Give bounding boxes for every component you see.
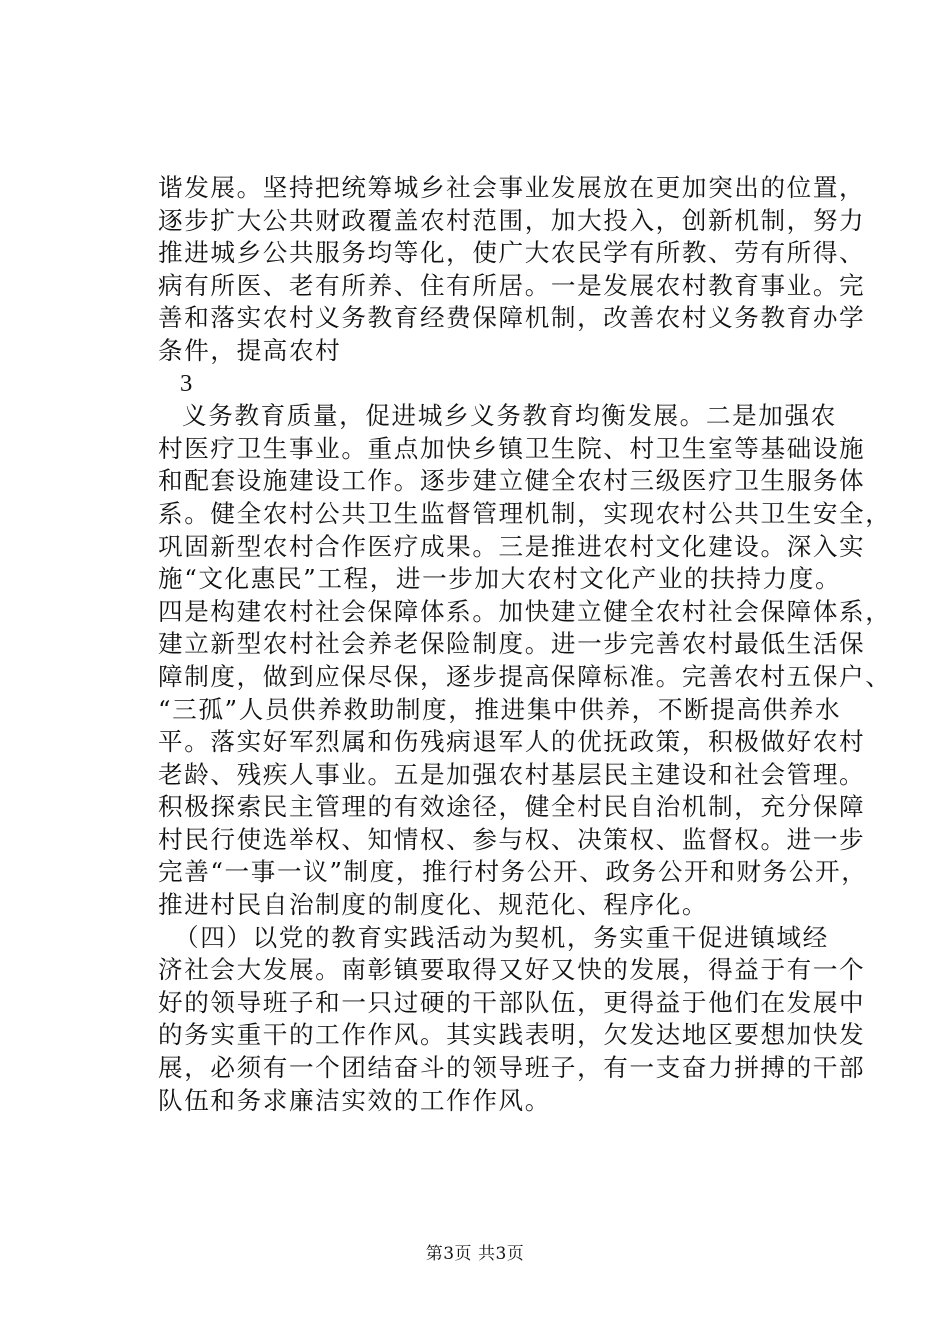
text-line: 义务教育质量，促进城乡义务教育均衡发展。二是加强农 <box>182 401 837 431</box>
text-line: 的务实重干的工作作风。其实践表明，欠发达地区要想加快发 <box>158 1020 866 1050</box>
text-line: 逐步扩大公共财政覆盖农村范围，加大投入，创新机制，努力 <box>158 205 866 235</box>
text-line: 推进城乡公共服务均等化，使广大农民学有所教、劳有所得、 <box>158 238 866 268</box>
text-line: 队伍和务求廉洁实效的工作作风。 <box>158 1085 551 1115</box>
page-footer: 第3页 共3页 <box>425 1244 525 1264</box>
document-body <box>158 172 892 1117</box>
text-line: 和配套设施建设工作。逐步建立健全农村三级医疗卫生服务体 <box>158 466 866 496</box>
text-line: 推进村民自治制度的制度化、规范化、程序化。 <box>158 890 709 920</box>
text-line: 展，必须有一个团结奋斗的领导班子，有一支奋力拼搏的干部 <box>158 1053 866 1083</box>
text-line: 村医疗卫生事业。重点加快乡镇卫生院、村卫生室等基础设施 <box>158 433 866 463</box>
text-line: 完善“一事一议”制度，推行村务公开、政务公开和财务公开， <box>158 857 868 887</box>
text-line: 系。健全农村公共卫生监督管理机制，实现农村公共卫生安全， <box>158 498 892 528</box>
text-line: 四是构建农村社会保障体系。加快建立健全农村社会保障体系， <box>158 596 892 626</box>
text-line: 谐发展。坚持把统筹城乡社会事业发展放在更加突出的位置， <box>158 173 866 202</box>
text-line: （四）以党的教育实践活动为契机，务实重干促进镇域经 <box>174 922 829 952</box>
text-line: 村民行使选举权、知情权、参与权、决策权、监督权。进一步 <box>158 824 866 854</box>
text-line: 障制度，做到应保尽保，逐步提高保障标准。完善农村五保户、 <box>158 661 892 691</box>
text-line: 施“文化惠民”工程，进一步加大农村文化产业的扶持力度。 <box>158 564 842 594</box>
text-line: 建立新型农村社会养老保险制度。进一步完善农村最低生活保 <box>158 629 866 659</box>
text-line: 病有所医、老有所养、住有所居。一是发展农村教育事业。完 <box>158 270 866 300</box>
inline-page-marker: 3 <box>180 369 194 397</box>
text-line: 老龄、残疾人事业。五是加强农村基层民主建设和社会管理。 <box>158 759 866 789</box>
text-line: 济社会大发展。南彰镇要取得又好又快的发展，得益于有一个 <box>158 955 866 985</box>
text-line: 条件，提高农村 <box>158 335 342 365</box>
text-line: 积极探索民主管理的有效途径，健全村民自治机制，充分保障 <box>158 792 866 822</box>
text-line: 平。落实好军烈属和伤残病退军人的优抚政策，积极做好农村 <box>158 727 866 757</box>
text-line: “三孤”人员供养救助制度，推进集中供养，不断提高供养水 <box>158 694 842 724</box>
text-line: 好的领导班子和一只过硬的干部队伍，更得益于他们在发展中 <box>158 987 866 1017</box>
text-line: 善和落实农村义务教育经费保障机制，改善农村义务教育办学 <box>158 303 866 333</box>
text-line: 巩固新型农村合作医疗成果。三是推进农村文化建设。深入实 <box>158 531 866 561</box>
